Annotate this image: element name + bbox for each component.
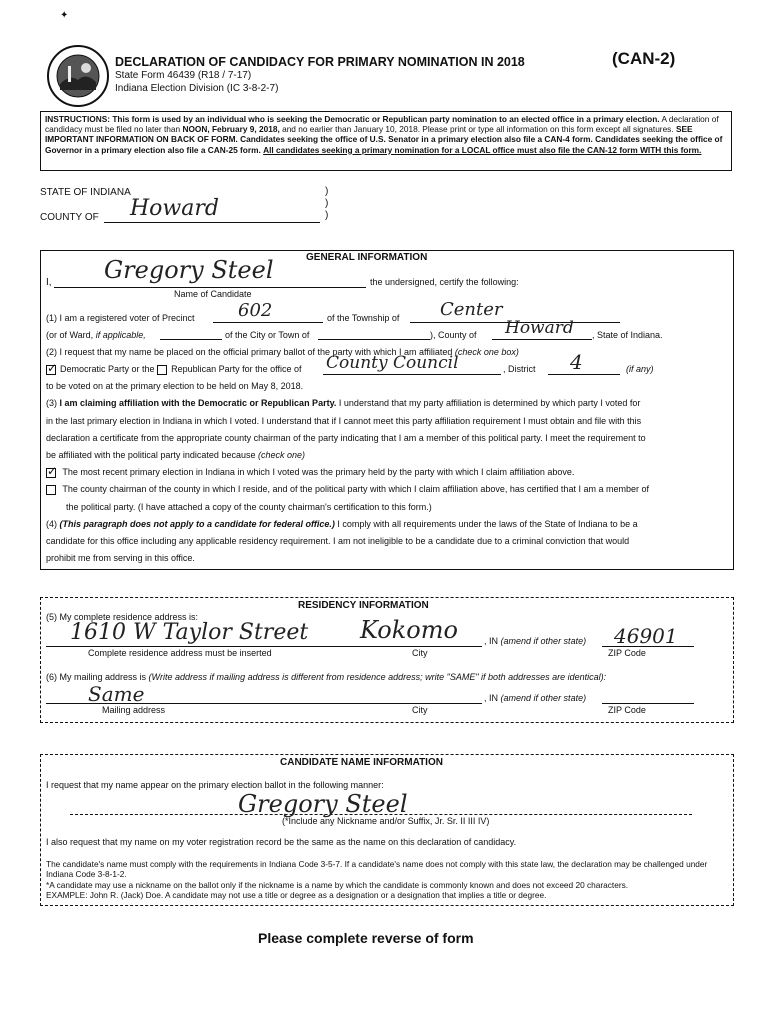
- amend-text: (amend if other state): [500, 636, 587, 646]
- p4-c: I comply with all requirements under the laws of the State of Indiana to be a: [337, 519, 638, 529]
- district-value[interactable]: 4: [570, 350, 583, 374]
- instructions-label: INSTRUCTIONS:: [45, 114, 110, 124]
- name-caption: Name of Candidate: [174, 289, 252, 299]
- district-line: [548, 374, 620, 375]
- q6-a: (6) My mailing address is: [46, 672, 147, 682]
- voter-reg-text: I also request that my name on my voter registration record be the same as the name on this declaration of candidacy.: [46, 837, 517, 847]
- county-label: COUNTY OF: [40, 212, 99, 223]
- form-code: (CAN-2): [612, 49, 676, 68]
- p4-b: (This paragraph does not apply to a candidate for federal office.): [59, 519, 335, 529]
- request-text: I request that my name appear on the primary election ballot in the following manner:: [46, 780, 384, 790]
- candidate-name-heading: CANDIDATE NAME INFORMATION: [280, 757, 443, 768]
- ballot-name-value[interactable]: Gregory Steel: [238, 790, 408, 818]
- p1-f: , State of Indiana.: [592, 330, 663, 340]
- or-label: or the: [131, 364, 155, 374]
- mail-zip-caption: ZIP Code: [608, 705, 646, 715]
- name-note3: EXAMPLE: John R. (Jack) Doe. A candidate may not use a title or degree as a designation or a designation that implies a title or degree.: [46, 890, 547, 900]
- p1-c: [46, 330, 146, 340]
- mail-caption: Mailing address: [102, 705, 166, 715]
- address-value[interactable]: 1610 W Taylor Street: [70, 620, 309, 645]
- p4-d: candidate for this office including any applicable residency requirement. I am not ineligible to be a candidate due to a criminal conviction that would: [46, 536, 630, 546]
- county2-line: [492, 339, 592, 340]
- county-line: [104, 222, 320, 223]
- p3-line4: [46, 450, 305, 460]
- p3-d: in the last primary election in Indiana in which I voted. I understand that if I cannot meet this party affiliation requirement I must obtain and file with this: [46, 416, 642, 426]
- general-heading: GENERAL INFORMATION: [306, 252, 428, 263]
- democratic-checkbox[interactable]: [46, 365, 56, 375]
- mail-in-label: [484, 693, 586, 703]
- reverse-notice: Please complete reverse of form: [258, 930, 474, 946]
- p3-line1: [46, 398, 640, 408]
- mail-value[interactable]: Same: [88, 682, 145, 706]
- certify-text: the undersigned, certify the following:: [370, 277, 519, 287]
- instructions-deadline: NOON, February 9, 2018,: [182, 124, 280, 135]
- county-value[interactable]: Howard: [130, 196, 219, 221]
- q6-b: (Write address if mailing address is different from residence address; write "SAME" if both addresses are identical):: [148, 672, 607, 682]
- venue-brace: ) ) ): [325, 186, 329, 221]
- zip-value[interactable]: 46901: [614, 624, 678, 648]
- chairman-cert-checkbox[interactable]: [46, 485, 56, 495]
- p3-g: (check one): [257, 450, 306, 460]
- name-note1: The candidate's name must comply with the requirements in Indiana Code 3-5-7. If a candidate's name does not comply with this state law, the declaration may be challenged under Indiana Code 3-8-1-2.: [46, 859, 708, 879]
- p4-line1: [46, 519, 638, 529]
- zip-caption: ZIP Code: [608, 648, 646, 658]
- city-value[interactable]: Kokomo: [360, 616, 458, 644]
- city-line: [352, 646, 482, 647]
- p1-a: (1) I am a registered voter of Precinct: [46, 313, 195, 323]
- state-seal-icon: [46, 44, 110, 108]
- opt2-row: [46, 484, 649, 495]
- city-town-line: [318, 339, 430, 340]
- instructions-local: All candidates seeking a primary nomination for a LOCAL office must also file the CAN-12 form WITH this form.: [263, 144, 702, 155]
- p1-e: ), County of: [430, 330, 477, 340]
- dem-label: Democratic Party: [60, 364, 130, 374]
- city-caption: City: [412, 648, 428, 658]
- name-note2: *A candidate may use a nickname on the ballot only if the nickname is a name by which the candidate is commonly known and does not exceed 20 characters.: [46, 880, 629, 890]
- address-line: [46, 646, 352, 647]
- in-text: , IN: [484, 636, 499, 646]
- p2-b: (check one box): [454, 347, 519, 357]
- p2-a: (2) I request that my name be placed on the official primary ballot of the party with which I am affiliated: [46, 347, 453, 357]
- state-form-number: State Form 46439 (R18 / 7-17): [115, 70, 252, 81]
- p1-c-text: (or of Ward,: [46, 330, 94, 340]
- opt1-row: [46, 467, 574, 478]
- p2-c: to be voted on at the primary election to be held on May 8, 2018.: [46, 381, 304, 391]
- i-label: I,: [46, 277, 52, 288]
- form-title: DECLARATION OF CANDIDACY FOR PRIMARY NOMINATION IN 2018: [115, 55, 525, 69]
- ifany-label: (if any): [626, 364, 654, 374]
- in-label: [484, 636, 586, 646]
- p1-c-italic: if applicable,: [95, 330, 146, 340]
- opt2-b: the political party. (I have attached a copy of the county chairman's certification to this form.): [66, 502, 432, 512]
- instructions-see: SEE IMPORTANT INFORMATION ON BACK OF FORM.: [45, 124, 693, 145]
- district-label: , District: [503, 364, 536, 374]
- primary-vote-checkbox[interactable]: [46, 468, 56, 478]
- state-label: STATE OF INDIANA: [40, 187, 131, 198]
- candidate-name-value[interactable]: Gregory Steel: [104, 256, 274, 284]
- office-label: for the office of: [242, 364, 302, 374]
- party-row: [46, 364, 302, 375]
- addr-caption: Complete residence address must be inserted: [88, 648, 272, 658]
- office-line: [323, 374, 501, 375]
- p4-a: (4): [46, 519, 57, 529]
- p1-d: of the City or Town of: [225, 330, 310, 340]
- p3-e: declaration a certificate from the appropriate county chairman of the party indicating that I am a member of this political party. I meet the requirement to: [46, 433, 646, 443]
- instructions-lead: This form is used by an individual who is seeking the Democratic or Republican party nomination to an elected office in a primary election.: [112, 114, 660, 124]
- instructions-box: [40, 111, 732, 171]
- mail-in-text: , IN: [484, 693, 499, 703]
- mail-zip-line: [602, 703, 694, 704]
- residency-heading: RESIDENCY INFORMATION: [298, 600, 429, 611]
- p1-b: of the Township of: [327, 313, 400, 323]
- q6-row: [46, 672, 606, 682]
- p3-f: be affiliated with the political party indicated because: [46, 450, 256, 460]
- office-value[interactable]: County Council: [326, 353, 459, 373]
- instructions-part2: and no earlier than January 10, 2018. Please print or type all information on this form except all signatures.: [282, 124, 674, 135]
- p4-e: prohibit me from serving in this office.: [46, 553, 195, 563]
- ward-line: [160, 339, 222, 340]
- stray-mark: ✦: [60, 10, 69, 21]
- election-division: Indiana Election Division (IC 3-8-2-7): [115, 83, 279, 94]
- county2-value[interactable]: Howard: [505, 318, 574, 338]
- precinct-value[interactable]: 602: [238, 300, 273, 321]
- precinct-line: [213, 322, 323, 323]
- township-value[interactable]: Center: [440, 299, 503, 320]
- nick-caption: (*Include any Nickname and/or Suffix, Jr. Sr. II III IV): [282, 816, 490, 826]
- candidate-name-line: [54, 287, 366, 288]
- opt2-text: The county chairman of the county in which I reside, and of the political party with which I claim affiliation above, has certified that I am a member of: [62, 484, 649, 494]
- mail-city-caption: City: [412, 705, 428, 715]
- instructions-gov: Candidates seeking the office of U.S. Senator in a primary election also file a CAN-4 form. Candidates seeking the office of Governor in a primary election also file a CAN-25 form.: [45, 134, 723, 155]
- rep-label: Republican Party: [171, 364, 240, 374]
- instructions-part1: A declaration of candidacy must be filed no later than: [45, 114, 719, 135]
- mail-amend-text: (amend if other state): [500, 693, 587, 703]
- p3-c: I understand that my party affiliation is determined by which party I voted for: [338, 398, 641, 408]
- opt1-text: The most recent primary election in Indiana in which I voted was the primary held by the party with which I claim affiliation above.: [62, 467, 575, 477]
- p3-a: (3): [46, 398, 57, 408]
- p3-b: I am claiming affiliation with the Democratic or Republican Party.: [59, 398, 337, 408]
- q5-text: (5) My complete residence address is:: [46, 612, 199, 622]
- republican-checkbox[interactable]: [157, 365, 167, 375]
